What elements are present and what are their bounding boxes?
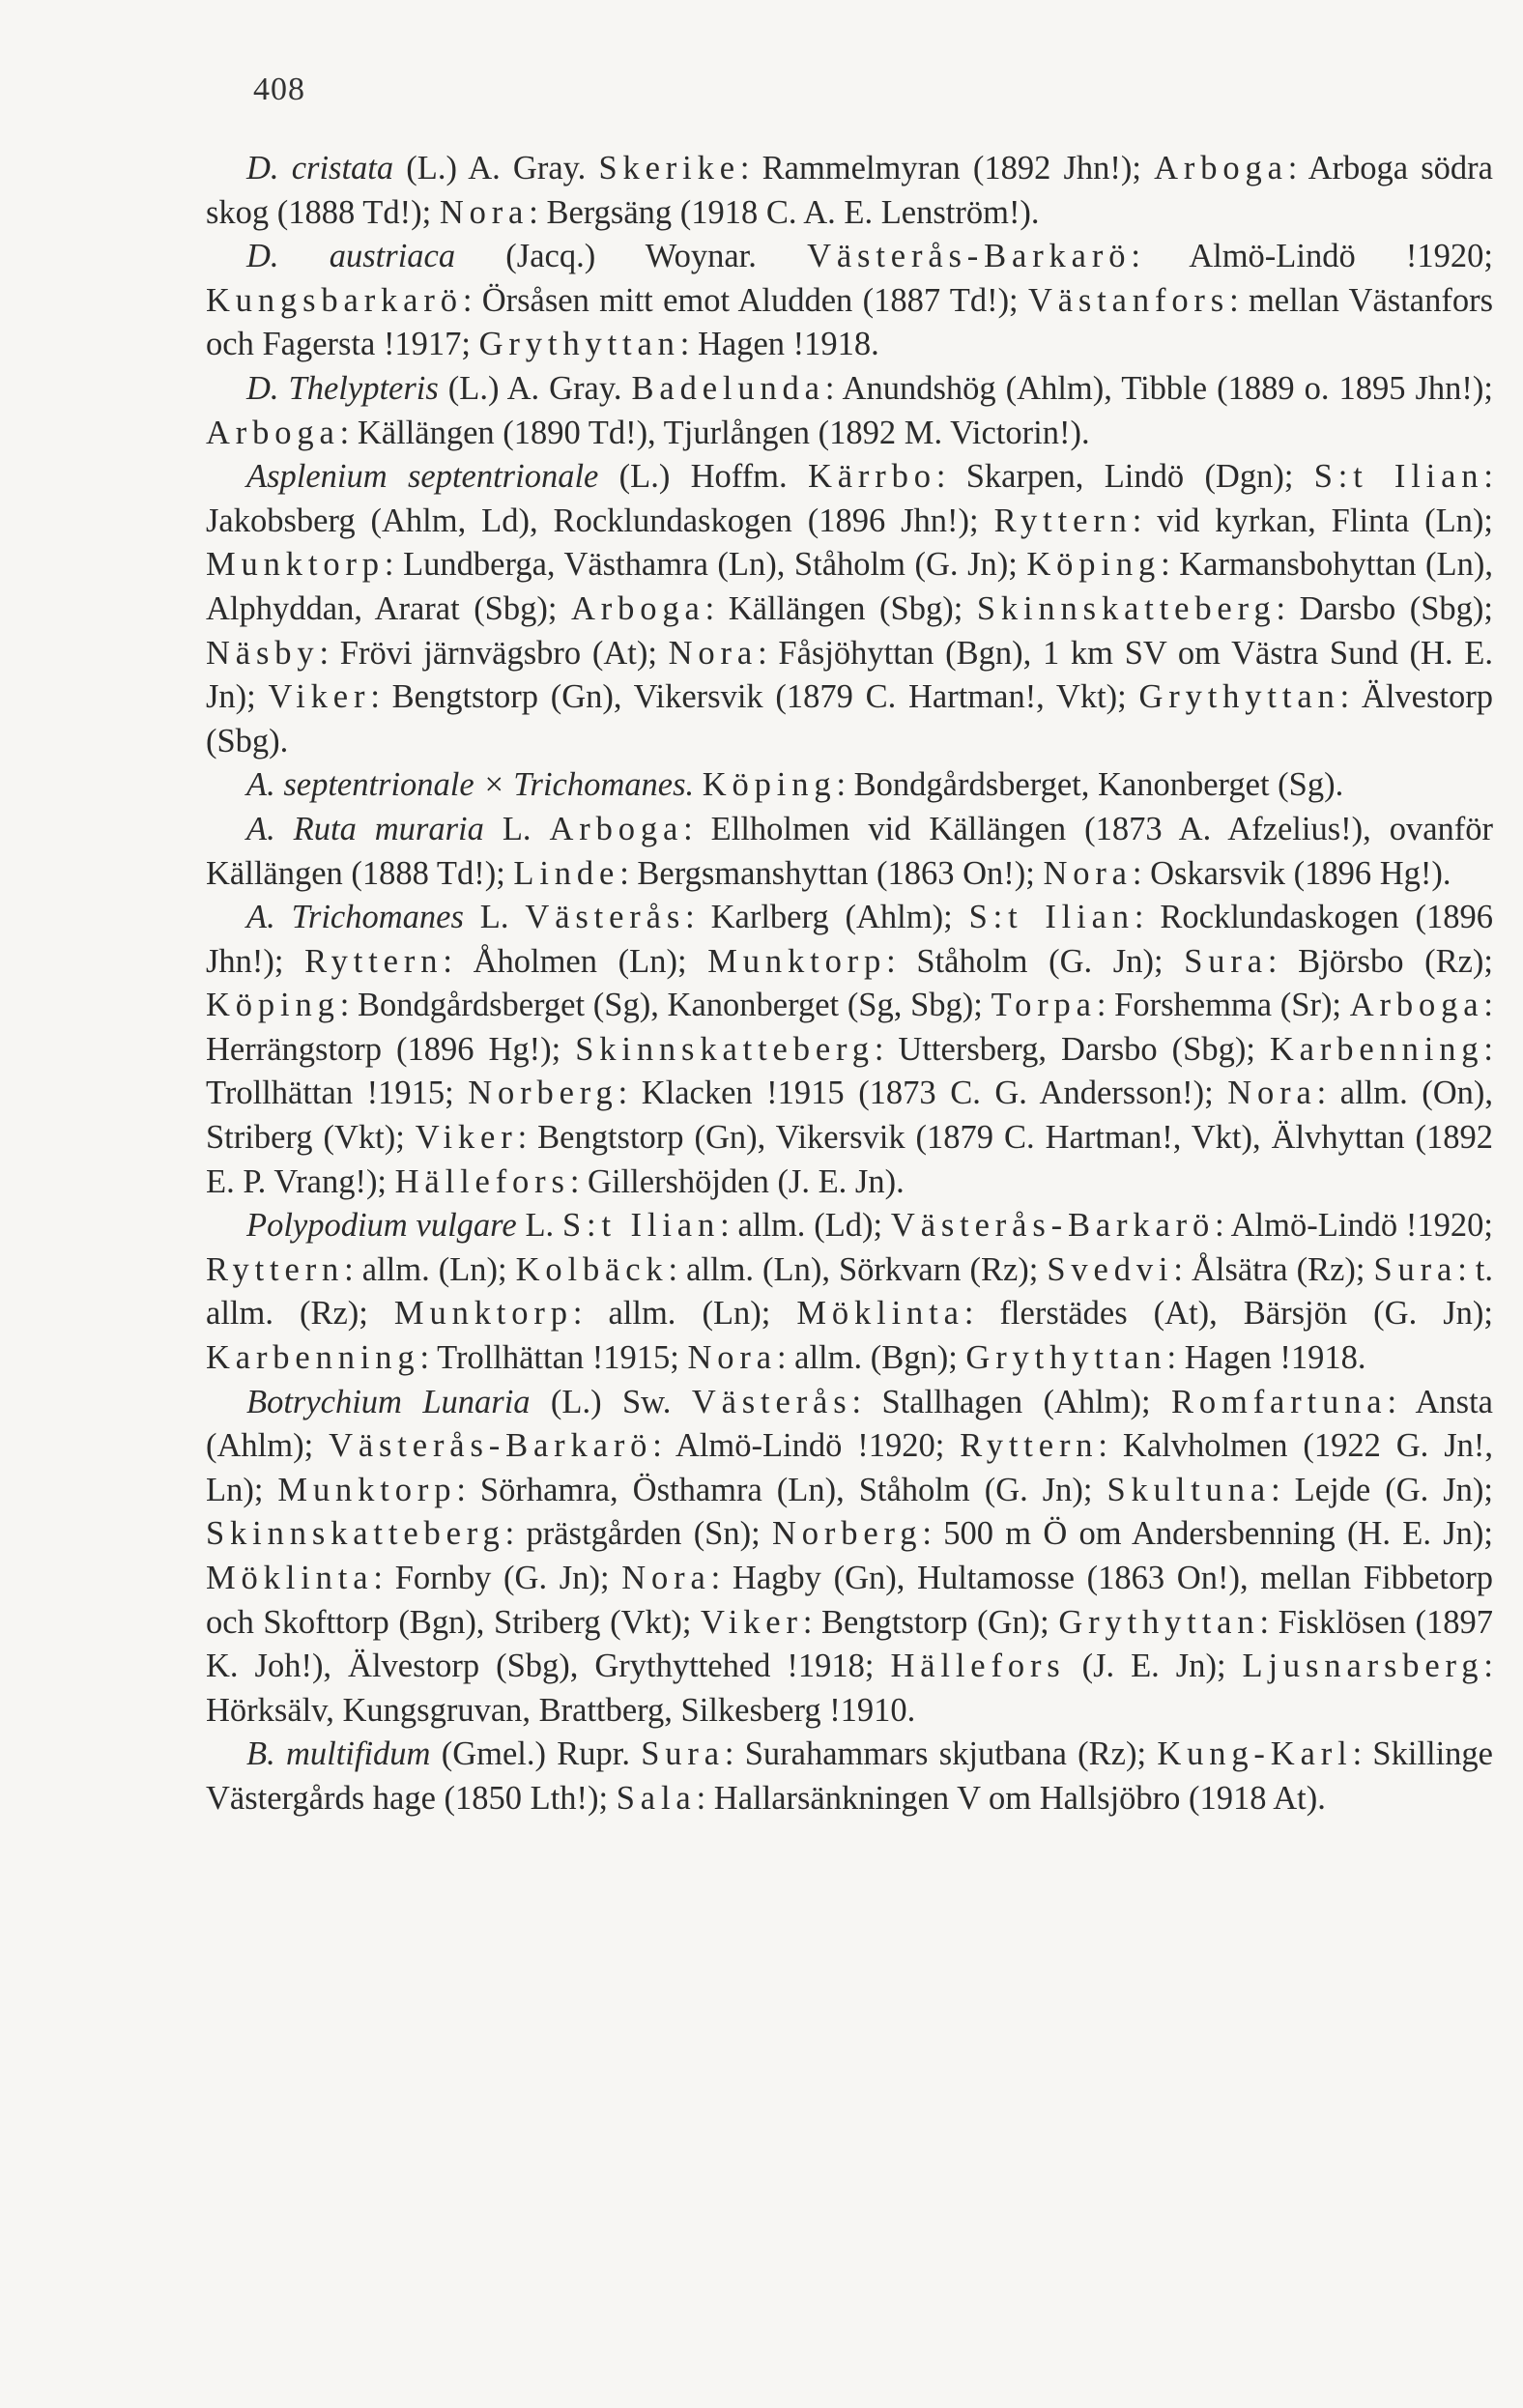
parish-name: S:t Ilian [968,899,1135,936]
locality-text: : allm. (Ln), Sörkvarn (Rz); [668,1250,1048,1288]
locality-text: : Herrängstorp (1896 Hg!); [206,987,1493,1068]
parish-name: Skinnskatteberg [575,1030,875,1068]
parish-name: S:t Ilian [1313,458,1484,496]
locality-text: : Örsåsen mitt emot Aludden (1887 Td!); [462,281,1028,319]
parish-name: Västanfors [1027,281,1230,319]
species-entry [206,367,1493,455]
species-name: D. Thelypteris [246,369,439,407]
locality-text: : Bengtstorp (Gn), Vikersvik (1879 C. Hartman!, Vkt), Älvhyttan (1892 E. P. Vrang!); [206,1119,1493,1200]
parish-name: S:t Ilian [561,1207,721,1245]
locality-text: : Trollhättan !1915; [206,1030,1494,1112]
parish-name: Nora [668,634,759,672]
locality-text: : Fåsjöhyttan (Bgn), 1 km SV om Västra Sund (H. E. Jn); [206,634,1493,716]
locality-text: : allm. (Ln); [344,1250,516,1288]
species-name: Polypodium vulgare [246,1207,517,1245]
parish-name: Nora [621,1560,711,1596]
parish-name: Näsby [206,634,320,672]
parish-name: Viker [415,1119,518,1157]
locality-text: : Kalvholmen (1922 G. Jn!, Ln); [206,1427,1493,1508]
locality-text: : Fisklösen (1897 K. Joh!), Älvestorp (Sbg), Grythyttehed !1918; [206,1603,1493,1685]
parish-name: Sura [1184,942,1268,980]
parish-name: Ryttern [960,1427,1099,1465]
locality-text: : Trollhättan !1915; [419,1339,688,1377]
locality-text: : Gillershöjden (J. E. Jn). [569,1162,905,1200]
locality-text: : vid kyrkan, Flinta (Ln); [1132,502,1493,539]
locality-text: (L.) A. Gray. [438,369,632,407]
locality-text: (L.) Hoffm. [598,458,808,496]
species-name: A. Ruta muraria [246,810,484,847]
species-entry [206,808,1493,896]
parish-name: Grythyttan [1058,1603,1260,1641]
parish-name: Köping [1026,546,1162,584]
locality-text: : Ansta (Ahlm); [206,1383,1493,1465]
parish-name: Munktorp [206,546,385,584]
species-entry [206,455,1493,763]
locality-text: : Ellholmen vid Källängen (1873 A. Afzelius!), ovanför Källängen (1888 Td!); [206,810,1493,892]
locality-text: : Frövi järnvägsbro (At); [319,634,669,672]
parish-name: Hällefors [394,1162,570,1200]
species-name: B. multifidum [246,1735,431,1773]
species-entry [206,235,1493,367]
locality-text: : Skarpen, Lindö (Dgn); [935,458,1314,496]
locality-text: (Gmel.) Rupr. [430,1735,642,1773]
parish-name: Grythyttan [1138,678,1340,716]
locality-text: : Almö-Lindö !1920; [652,1427,961,1465]
locality-text: : Karlberg (Ahlm); [685,899,969,936]
parish-name: Arboga [206,414,340,451]
parish-name: Nora [1227,1075,1317,1112]
parish-name: Kolbäck [515,1250,669,1288]
locality-text: : flerstädes (At), Bärsjön (G. Jn); [963,1295,1493,1333]
parish-name: Torpa [991,987,1097,1024]
locality-text: : Almö-Lindö !1920; [1215,1207,1493,1245]
parish-name: Ljusnarsberg [1242,1648,1484,1685]
locality-text: : Bergsäng (1918 C. A. E. Lenström!). [529,193,1040,231]
parish-name: Skultuna [1106,1471,1272,1508]
parish-name: Kung-Karl [1157,1735,1353,1773]
parish-name: Svedvi [1047,1250,1174,1288]
locality-text: L. [483,810,550,847]
locality-text: (L.) Sw. [530,1383,692,1420]
parish-name: Arboga [570,589,705,627]
parish-name: Romfartuna [1171,1383,1388,1420]
locality-text: : Oskarsvik (1896 Hg!). [1132,854,1451,892]
locality-text: : Bondgårdsberget (Sg), Kanonberget (Sg, Sbg); [339,987,991,1024]
parish-name: Karbenning [1269,1030,1484,1068]
locality-text: L. [463,899,526,936]
locality-text: : Hagby (Gn), Hultamosse (1863 On!), mellan Fibbetorp och Skofttorp (Bgn), Striberg (Vkt); [206,1560,1493,1641]
locality-text: : Ståholm (G. Jn); [886,942,1185,980]
locality-text: : Almö-Lindö !1920; [1131,238,1493,275]
parish-name: Möklinta [206,1560,374,1596]
locality-text: : Fornby (G. Jn); [373,1560,622,1596]
locality-text: : Karmansbohyttan (Ln), Alphyddan, Ararat (Sbg); [206,546,1493,627]
locality-text: : mellan Västanfors och Fagersta !1917; [206,281,1493,363]
species-entry [206,896,1493,1204]
locality-text: : Arboga södra skog (1888 Td!); [206,150,1493,231]
locality-text [694,766,703,803]
locality-text: : Klacken !1915 (1873 C. G. Andersson!); [618,1075,1228,1112]
parish-name: Kungsbarkarö [206,281,463,319]
parish-name: Västerås-Barkarö [807,238,1132,275]
locality-text: : Surahammars skjutbana (Rz); [724,1735,1158,1773]
locality-text: : allm. (Bgn); [776,1339,966,1377]
species-name: Asplenium septentrionale [246,458,599,496]
locality-text: : Källängen (1890 Td!), Tjurlången (1892 M. Victorin!). [339,414,1090,451]
species-name: A. septentrionale × Trichomanes. [246,766,695,804]
locality-text: : Stallhagen (Ahlm); [851,1383,1171,1420]
species-name: D. cristata [246,150,394,186]
species-entry [206,1204,1493,1380]
parish-name: Badelunda [631,369,825,407]
locality-text: : Bondgårdsberget, Kanonberget (Sg). [836,766,1344,804]
parish-name: Västerås [691,1383,852,1420]
species-entry [206,763,1493,808]
species-name: A. Trichomanes [246,899,464,936]
locality-text: : Lundberga, Västhamra (Ln), Ståholm (G. Jn); [384,546,1027,584]
parish-name: Norberg [468,1075,618,1112]
parish-name: Viker [701,1603,803,1641]
locality-text: : Uttersberg, Darsbo (Sbg); [874,1030,1270,1068]
parish-name: Munktorp [393,1295,573,1333]
locality-text: : Bengtstorp (Gn), Vikersvik (1879 C. Hartman!, Vkt); [370,678,1139,716]
parish-name: Hällefors [890,1648,1066,1685]
parish-name: Köping [206,987,340,1024]
parish-name: Ryttern [206,1250,345,1288]
parish-name: Nora [1043,854,1133,892]
parish-name: Ryttern [304,942,444,980]
locality-text: : Skillinge Västergårds hage (1850 Lth!); [206,1735,1493,1817]
parish-name: Västerås-Barkarö [890,1207,1216,1245]
locality-text: : Bergsmanshyttan (1863 On!); [619,854,1044,892]
locality-text: : Lejde (G. Jn); [1271,1471,1493,1508]
species-entry [206,1733,1493,1820]
species-list [206,147,1493,1821]
locality-text: : allm. (Ln); [572,1295,797,1333]
parish-name: Norberg [771,1515,923,1553]
locality-text: : Hörksälv, Kungsgruvan, Brattberg, Silkesberg !1910. [206,1648,1493,1729]
locality-text: : Forshemma (Sr); [1096,987,1350,1024]
parish-name: Sura [1373,1250,1458,1288]
locality-text: (J. E. Jn); [1065,1648,1243,1685]
locality-text: : Björsbo (Rz); [1267,942,1493,980]
locality-text: : Rocklundaskogen (1896 Jhn!); [206,899,1493,980]
locality-text: : prästgården (Sn); [504,1515,772,1553]
parish-name: Munktorp [277,1471,457,1508]
parish-name: Skinnskatteberg [976,589,1277,627]
locality-text: (L.) A. Gray. [393,150,599,186]
locality-text: : Källängen (Sbg); [704,589,977,627]
locality-text: (Jacq.) Woynar. [455,238,808,275]
parish-name: Arboga [1154,150,1288,186]
parish-name: Köping [702,766,837,804]
parish-name: Grythyttan [478,326,680,363]
page-number: 408 [253,72,305,107]
locality-text: : Åholmen (Ln); [443,942,708,980]
parish-name: Munktorp [707,942,887,980]
locality-text: : Hagen !1918. [679,326,879,363]
species-name: Botrychium Lunaria [246,1383,531,1420]
locality-text: : Hallarsänkningen V om Hallsjöbro (1918 At). [696,1779,1326,1817]
locality-text: L. [516,1207,562,1245]
parish-name: Arboga [549,810,684,847]
parish-name: Arboga [1349,987,1484,1024]
species-entry [206,147,1493,235]
parish-name: Nora [439,193,530,231]
locality-text: : Rammelmyran (1892 Jhn!); [739,150,1155,186]
parish-name: Linde [513,854,620,892]
locality-text: : Darsbo (Sbg); [1276,589,1493,627]
species-name: D. austriaca [246,238,456,275]
parish-name: Ryttern [993,502,1133,539]
parish-name: Karbenning [206,1339,420,1377]
locality-text: : 500 m Ö om Andersbenning (H. E. Jn); [922,1515,1493,1553]
locality-text: : Anundshög (Ahlm), Tibble (1889 o. 1895 Jhn!); [824,369,1493,407]
locality-text: : allm. (On), Striberg (Vkt); [206,1075,1494,1157]
species-entry [206,1381,1493,1734]
parish-name: Kärrbo [807,458,936,496]
parish-name: Nora [687,1339,777,1377]
parish-name: Skerike [598,150,740,186]
parish-name: Viker [268,678,371,716]
locality-text: : Hagen !1918. [1166,1339,1366,1377]
parish-name: Sala [616,1779,697,1817]
parish-name: Möklinta [796,1295,964,1333]
locality-text: : Bengtstorp (Gn); [802,1603,1059,1641]
locality-text: : Sörhamra, Östhamra (Ln), Ståholm (G. Jn); [456,1471,1107,1508]
locality-text: : t. allm. (Rz); [206,1250,1493,1333]
locality-text: : Älvestorp (Sbg). [206,678,1493,760]
parish-name: Grythyttan [965,1339,1167,1377]
parish-name: Skinnskatteberg [206,1515,505,1553]
parish-name: Sura [641,1735,725,1773]
locality-text: : Jakobsberg (Ahlm, Ld), Rocklundaskogen (1896 Jhn!); [206,458,1494,539]
parish-name: Västerås [525,899,686,936]
locality-text: : allm. (Ld); [720,1207,891,1245]
parish-name: Västerås-Barkarö [329,1427,653,1465]
locality-text: : Ålsätra (Rz); [1173,1250,1374,1288]
